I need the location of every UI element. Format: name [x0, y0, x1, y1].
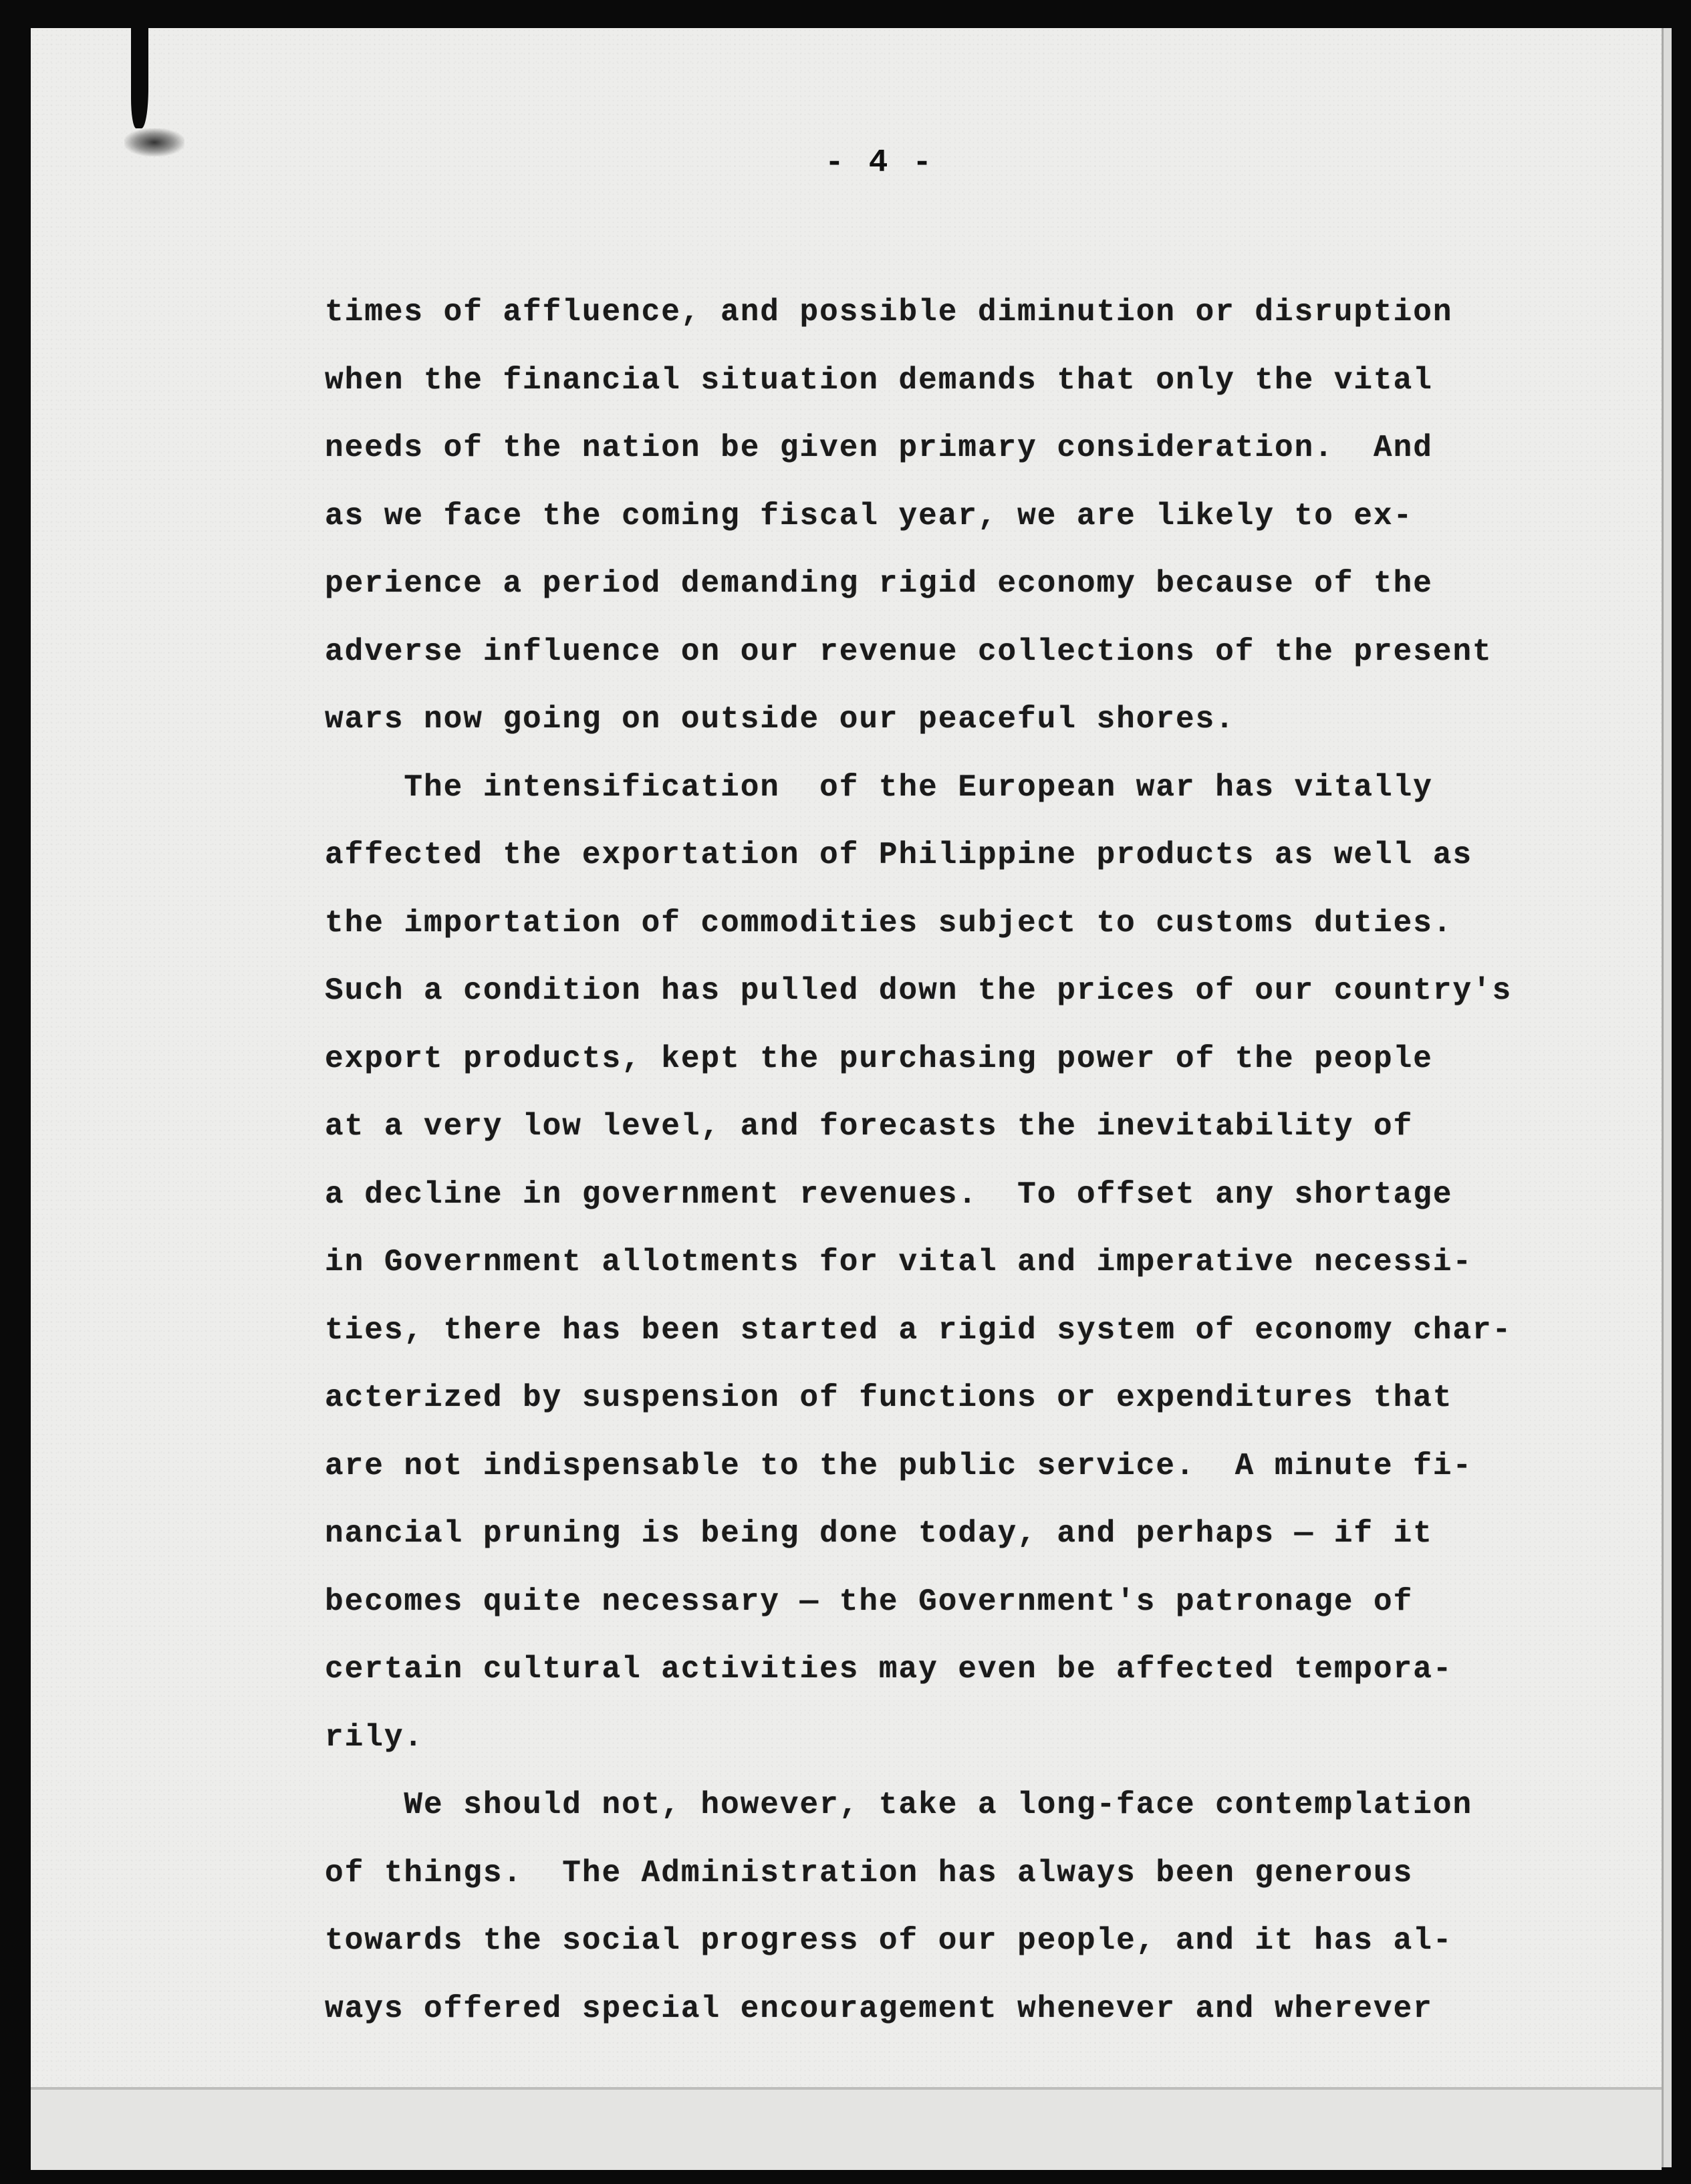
- text-line: The intensification of the European war has vitally: [325, 770, 1433, 805]
- text-line: ties, there has been started a rigid system of economy char-: [325, 1313, 1513, 1348]
- text-line: at a very low level, and forecasts the inevitability of: [325, 1109, 1414, 1144]
- text-line: perience a period demanding rigid economy because of the: [325, 566, 1433, 601]
- text-line: needs of the nation be given primary consideration. And: [325, 431, 1433, 465]
- text-line: ways offered special encouragement whenever and wherever: [325, 1991, 1433, 2026]
- text-line: certain cultural activities may even be affected tempora-: [325, 1652, 1453, 1687]
- page-number: - 4 -: [824, 145, 935, 181]
- text-line: Such a condition has pulled down the prices of our country's: [325, 973, 1513, 1008]
- text-line: towards the social progress of our people, and it has al-: [325, 1923, 1453, 1958]
- text-line: as we face the coming fiscal year, we are likely to ex-: [325, 499, 1414, 533]
- text-line: wars now going on outside our peaceful shores.: [325, 702, 1235, 737]
- text-line: affected the exportation of Philippine products as well as: [325, 838, 1473, 872]
- text-line: adverse influence on our revenue collections of the present: [325, 634, 1492, 669]
- text-line: are not indispensable to the public service. A minute fi-: [325, 1449, 1473, 1483]
- text-line: a decline in government revenues. To offset any shortage: [325, 1177, 1453, 1212]
- typewritten-page: [31, 28, 1670, 2167]
- text-line: rily.: [325, 1720, 424, 1755]
- ink-smudge: [124, 128, 184, 156]
- paper-tear-mark: [131, 28, 148, 128]
- text-line: in Government allotments for vital and imperative necessi-: [325, 1245, 1473, 1280]
- page-right-edge: [1662, 28, 1672, 2167]
- text-line: We should not, however, take a long-face contemplation: [325, 1788, 1473, 1822]
- text-line: times of affluence, and possible diminution or disruption: [325, 295, 1453, 330]
- text-line: when the financial situation demands that only the vital: [325, 363, 1433, 398]
- text-line: export products, kept the purchasing power of the people: [325, 1042, 1433, 1076]
- text-line: the importation of commodities subject to customs duties.: [325, 906, 1453, 941]
- text-line: becomes quite necessary — the Government's patronage of: [325, 1584, 1414, 1619]
- text-line: nancial pruning is being done today, and perhaps — if it: [325, 1516, 1433, 1551]
- text-line: of things. The Administration has always been generous: [325, 1856, 1414, 1891]
- page-bottom-strip: [31, 2087, 1662, 2170]
- text-line: acterized by suspension of functions or expenditures that: [325, 1380, 1453, 1415]
